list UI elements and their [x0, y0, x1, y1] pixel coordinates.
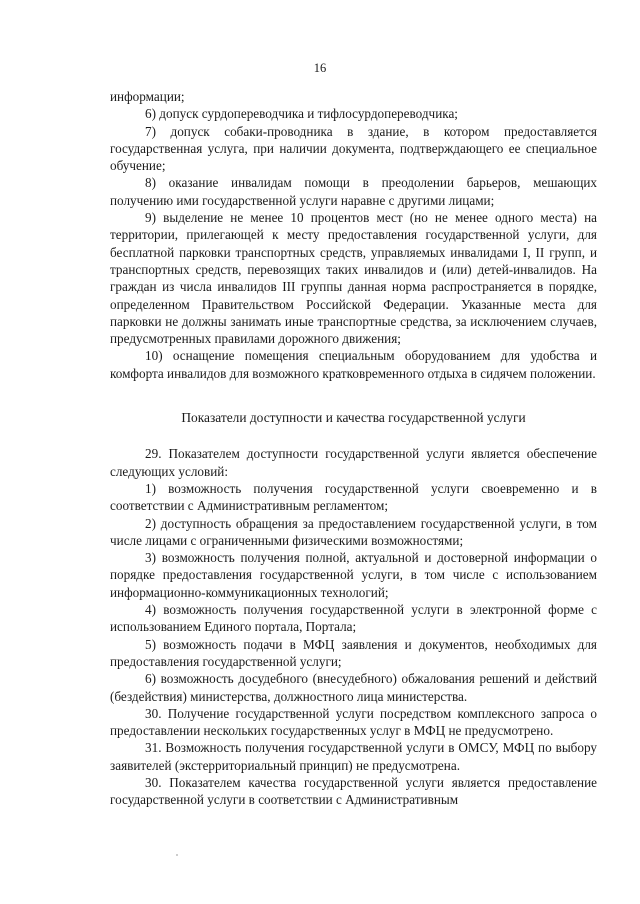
paragraph: 29. Показателем доступности государственной услуги является обеспечение следующих условий: — [110, 446, 597, 479]
paragraph: 30. Показателем качества государственной услуги является предоставление государственной услуги в соответствии с Административным — [110, 774, 597, 808]
paragraph: информации; — [110, 89, 185, 104]
paragraph: 30. Получение государственной услуги посредством комплексного запроса о предоставлении нескольких государственных услуг в МФЦ не предусмотрено. — [110, 705, 597, 739]
section-heading: Показатели доступности и качества государственной услуги — [181, 410, 526, 426]
paragraph: 7) допуск собаки-проводника в здание, в котором предоставляется государственная услуга, при наличии документа, подтверждающего ее специальное обучение; — [110, 123, 597, 174]
page-number: 16 — [313, 61, 327, 75]
paragraph: 5) возможность подачи в МФЦ заявления и документов, необходимых для предоставления государственной услуги; — [110, 636, 597, 669]
document-body — [110, 88, 597, 809]
paragraph: 10) оснащение помещения специальным оборудованием для удобства и комфорта инвалидов для возможного кратковременного отдыха в сидячем положении. — [110, 348, 597, 381]
paragraph: 4) возможность получения государственной услуги в электронной форме с использованием Единого портала, Портала; — [110, 602, 597, 635]
paragraph: 9) выделение не менее 10 процентов мест (но не менее одного места) на территории, прилегающей к месту предоставления государственной услуги, для бесплатной парковки транспортных средств, управляемых инвалидами I, II групп, и транспортных средств, перевозящих таких инвалидов и (или) детей-инвалидов. На граждан из числа инвалидов III группы данная норма распространяется в порядке, определенном Правительством Российской Федерации. Указанные места для парковки не должны занимать иные транспортные средства, за исключением случаев, предусмотренных правилами дорожного движения; — [110, 210, 597, 347]
paragraph: 8) оказание инвалидам помощи в преодолении барьеров, мешающих получению ими государственной услуги наравне с другими лицами; — [110, 175, 597, 208]
paragraphs-after-heading — [110, 445, 597, 808]
paragraph: 6) возможность досудебного (внесудебного) обжалования решений и действий (бездействия) министерства, должностного лица министерства. — [110, 671, 597, 704]
paragraph: 31. Возможность получения государственной услуги в ОМСУ, МФЦ по выбору заявителей (экстерриториальный принцип) не предусмотрена. — [110, 740, 597, 773]
scan-speck — [176, 854, 178, 856]
paragraph: 6) допуск сурдопереводчика и тифлосурдопереводчика; — [145, 106, 458, 122]
paragraph: 2) доступность обращения за предоставлением государственной услуги, в том числе лицами с ограниченными физическими возможностями; — [110, 515, 597, 548]
paragraphs-before-heading — [110, 88, 597, 382]
paragraph: 1) возможность получения государственной услуги своевременно и в соответствии с Административным регламентом; — [110, 480, 597, 514]
paragraph: 3) возможность получения полной, актуальной и достоверной информации о порядке предоставления государственной услуги, в том числе с использованием информационно-коммуникационных технологий; — [110, 550, 597, 600]
